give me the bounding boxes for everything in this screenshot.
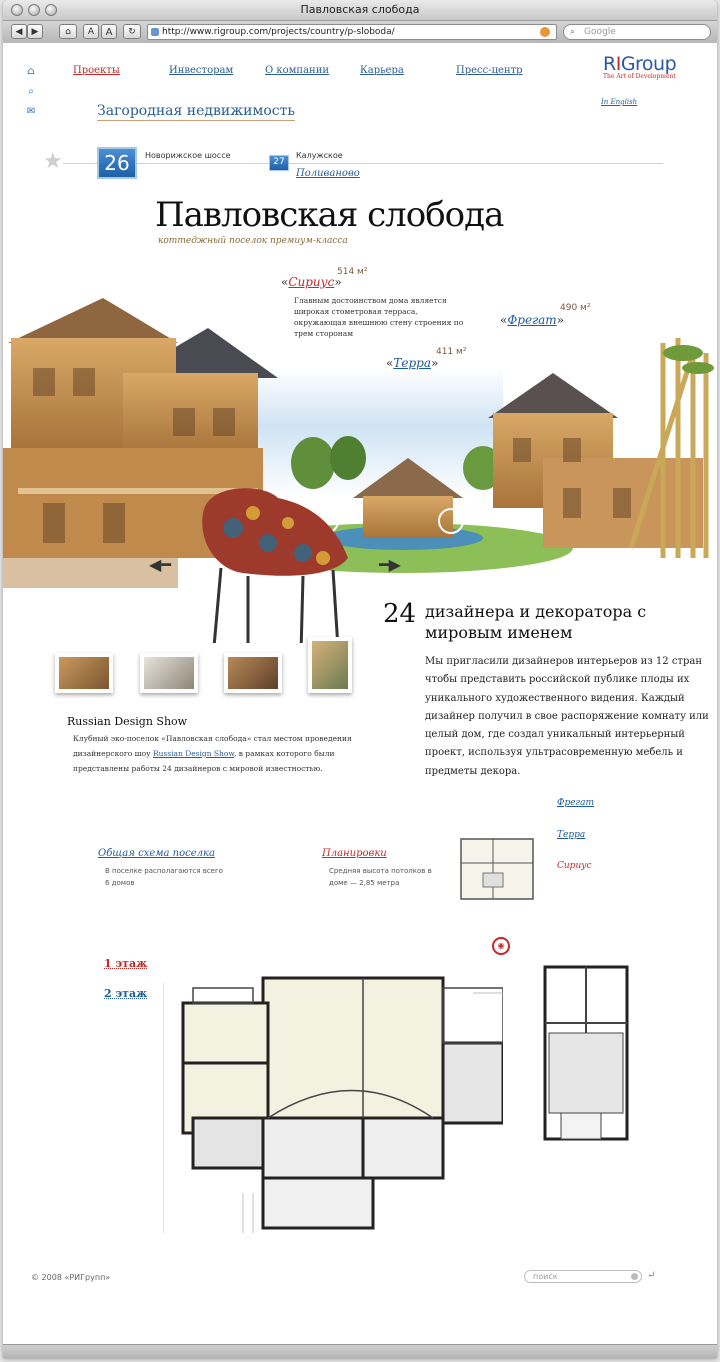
rigroup-logo[interactable] bbox=[603, 53, 703, 93]
rds-title: Russian Design Show bbox=[67, 715, 188, 728]
nav-item-press[interactable]: Пресс-центр bbox=[456, 65, 523, 76]
house-sirius-area: 514 м² bbox=[337, 267, 368, 277]
zoom-plan-icon[interactable]: ◉ bbox=[492, 937, 510, 955]
window-title: Павловская слобода bbox=[300, 3, 420, 16]
plan-house-fregat[interactable]: Фрегат bbox=[557, 798, 595, 808]
floor-plan-2 bbox=[541, 963, 631, 1143]
floor-plan-1 bbox=[163, 943, 503, 1233]
text-smaller-button[interactable]: A bbox=[83, 24, 99, 39]
window-controls bbox=[11, 4, 57, 16]
forward-button[interactable]: ▶ bbox=[27, 24, 43, 39]
footer-search-input[interactable] bbox=[524, 1270, 642, 1283]
gallery-thumbnail[interactable] bbox=[224, 653, 282, 693]
horizontal-scrollbar[interactable] bbox=[3, 1344, 717, 1358]
scheme-link[interactable]: Общая схема поселка bbox=[98, 848, 215, 859]
text-larger-button[interactable]: A bbox=[101, 24, 117, 39]
browser-search-placeholder: Google bbox=[584, 27, 616, 37]
back-button[interactable]: ◀ bbox=[11, 24, 27, 39]
house-terra-label[interactable]: «Терра» bbox=[386, 356, 439, 370]
floor-1-tab[interactable]: 1 этаж bbox=[104, 957, 148, 970]
browser-toolbar bbox=[3, 21, 717, 44]
house-sirius-name[interactable]: Сириус bbox=[288, 275, 335, 289]
address-url: http://www.rigroup.com/projects/country/p-sloboda/ bbox=[162, 27, 395, 37]
highway-name-27: Калужское bbox=[296, 151, 343, 160]
gallery-thumbnail[interactable] bbox=[55, 653, 113, 693]
logo-letter-i: I bbox=[615, 53, 621, 75]
house-sirius-description: Главным достоинством дома является широкая стометровая терраса, окружающая внешнюю стену строения по трем сторонам bbox=[294, 296, 464, 338]
page-title: Павловская слобода bbox=[155, 195, 504, 235]
highway-badge-26[interactable]: 26 bbox=[97, 147, 137, 179]
nav-item-about[interactable]: О компании bbox=[265, 65, 330, 76]
designers-body: Мы пригласили дизайнеров интерьеров из 12 стран чтобы представить российской публике плоды их уникального художественного видения. Каждый дизайнер получил в свое распоряжение комнату или целый дом, где создал уникальный интерьерный проект, используя ультрасовременную мебель и предметы декора. bbox=[425, 656, 709, 777]
rds-body-text-end: , в рамках которого были представлены работы 24 дизайнеров с мировой известностью. bbox=[73, 749, 335, 773]
enter-icon[interactable]: ↵ bbox=[647, 1270, 656, 1281]
house-terra-area: 411 м² bbox=[436, 347, 467, 357]
logo-wordmark bbox=[603, 53, 703, 75]
floor-2-tab[interactable]: 2 этаж bbox=[104, 987, 148, 1000]
in-english-link[interactable]: In English bbox=[601, 98, 638, 106]
page-content bbox=[3, 43, 717, 1345]
layouts-link[interactable]: Планировки bbox=[322, 848, 387, 859]
mail-icon[interactable]: ✉ bbox=[26, 106, 36, 117]
address-bar[interactable] bbox=[147, 24, 557, 40]
plan-thumbnail[interactable] bbox=[453, 833, 543, 909]
footer-search-placeholder: поиск bbox=[533, 1272, 558, 1281]
nav-item-investors[interactable]: Инвесторам bbox=[169, 65, 234, 76]
house-fregat-name[interactable]: Фрегат bbox=[507, 313, 557, 327]
browser-search-field[interactable] bbox=[563, 24, 711, 40]
gallery-thumbnail[interactable] bbox=[308, 637, 352, 693]
search-icon[interactable]: ⌕ bbox=[28, 86, 34, 97]
browser-window bbox=[3, 0, 717, 1358]
clear-search-icon[interactable] bbox=[631, 1273, 638, 1280]
rds-body-text: Клубный эко-поселок «Павловская слобода» стал местом проведения дизайнерского шоу bbox=[73, 734, 352, 758]
star-icon[interactable]: ★ bbox=[43, 149, 63, 174]
house-terra-name[interactable]: Терра bbox=[393, 356, 431, 370]
house-fregat-label[interactable]: «Фрегат» bbox=[500, 313, 565, 327]
nav-item-projects[interactable]: Проекты bbox=[73, 65, 120, 76]
zoom-window-icon[interactable] bbox=[45, 4, 57, 16]
highway-badge-27[interactable]: 27 bbox=[269, 155, 289, 171]
rss-icon[interactable] bbox=[540, 27, 550, 37]
close-window-icon[interactable] bbox=[11, 4, 23, 16]
footer-copyright: © 2008 «РИГрупп» bbox=[31, 1273, 111, 1282]
plan-house-terra[interactable]: Терра bbox=[557, 830, 586, 840]
gallery-thumbnail[interactable] bbox=[140, 653, 198, 693]
logo-group: Group bbox=[620, 53, 677, 75]
rds-link[interactable]: Russian Design Show bbox=[152, 749, 234, 758]
nav-item-career[interactable]: Карьера bbox=[360, 65, 404, 76]
rds-body bbox=[73, 731, 363, 776]
home-icon[interactable]: ⌂ bbox=[59, 24, 77, 39]
house-sirius-label[interactable]: «Сириус» bbox=[281, 275, 342, 289]
prev-arrow-icon[interactable]: ◀━ bbox=[149, 555, 171, 574]
poliavanovo-link[interactable]: Поливаново bbox=[296, 168, 360, 179]
plan-house-sirius[interactable]: Сириус bbox=[557, 861, 592, 871]
page-subtitle: коттеджный поселок премиум-класса bbox=[158, 236, 348, 246]
reload-icon[interactable]: ↻ bbox=[123, 24, 141, 39]
logo-letter-r: R bbox=[603, 53, 616, 75]
title-bar bbox=[3, 0, 717, 21]
home-icon[interactable]: ⌂ bbox=[27, 66, 35, 77]
highway-name-26: Новорижское шоссе bbox=[145, 151, 231, 160]
highway-timeline bbox=[63, 163, 663, 164]
section-title[interactable]: Загородная недвижимость bbox=[97, 103, 295, 119]
minimize-window-icon[interactable] bbox=[28, 4, 40, 16]
favicon-icon bbox=[151, 28, 159, 36]
next-arrow-icon[interactable]: ━▶ bbox=[379, 555, 401, 574]
search-icon: ⌕ bbox=[570, 27, 576, 37]
scheme-note: В поселке располагаются всего 6 домов bbox=[105, 867, 223, 887]
designers-count: 24 bbox=[383, 599, 417, 629]
logo-tagline: The Art of Development bbox=[603, 73, 676, 80]
designers-headline: дизайнера и декоратора с мировым именем bbox=[425, 602, 647, 642]
house-fregat-area: 490 м² bbox=[560, 303, 591, 313]
layouts-note: Средняя высота потолков в доме — 2,85 метра bbox=[329, 867, 432, 887]
